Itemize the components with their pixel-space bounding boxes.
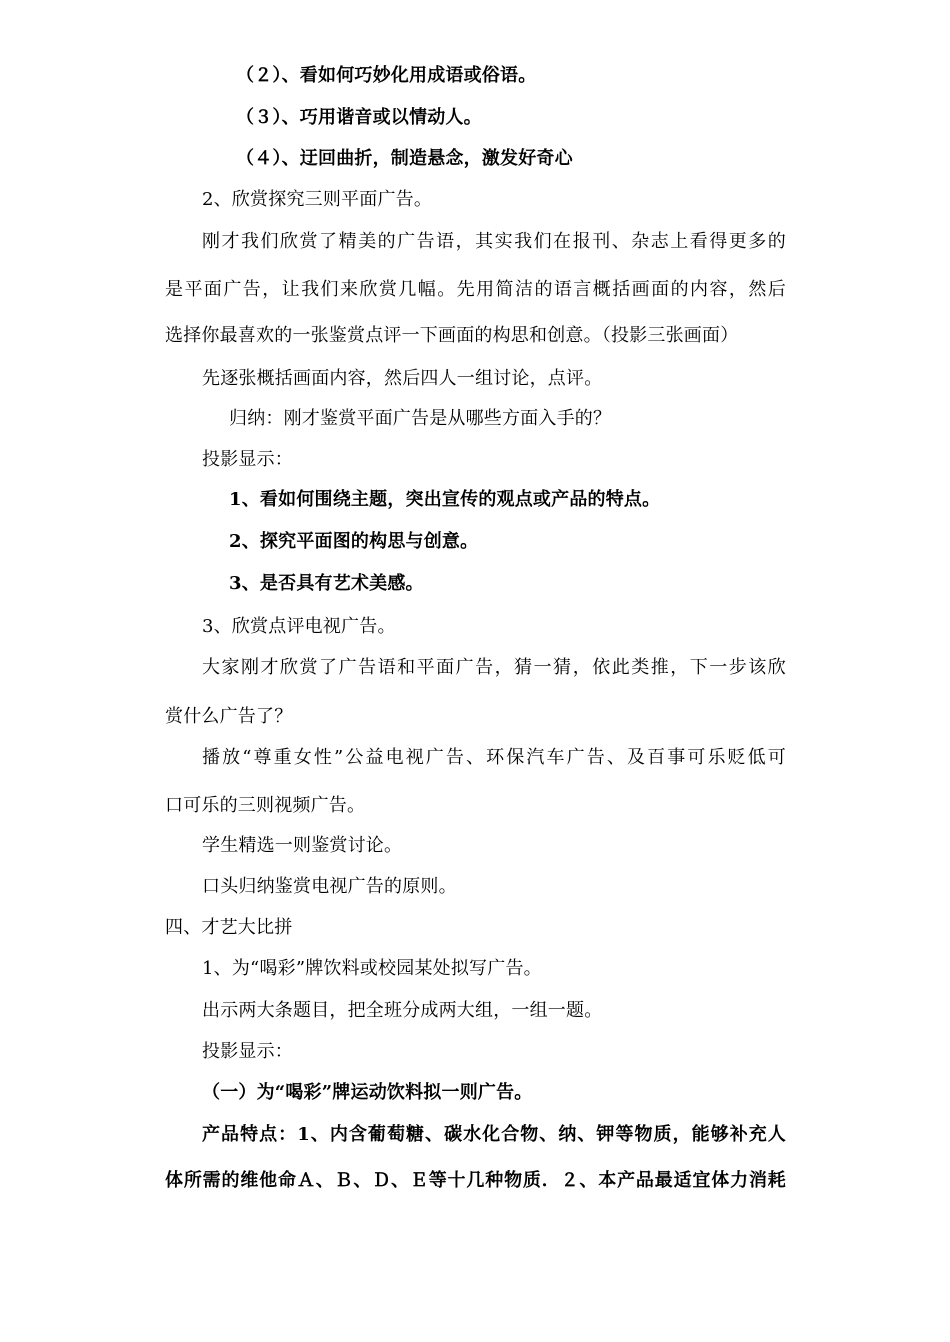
paragraph-line: 口头归纳鉴赏电视广告的原则。 — [202, 876, 457, 897]
paragraph-line: 赏什么广告了？ — [165, 706, 293, 727]
section-heading-tv-ads: 3、欣赏点评电视广告。 — [202, 616, 396, 637]
paragraph-line: 1、为“喝彩”牌饮料或校园某处拟写广告。 — [202, 958, 542, 979]
print-ad-point-2: 2、探究平面图的构思与创意。 — [229, 531, 479, 552]
paragraph-line: 先逐张概括画面内容，然后四人一组讨论，点评。 — [202, 368, 603, 389]
task-heading: （一）为“喝彩”牌运动饮料拟一则广告。 — [202, 1082, 533, 1103]
product-features-line: 产品特点：1、内含葡萄糖、碳水化合物、纳、钾等物质，能够补充人 — [202, 1124, 786, 1145]
product-features-line: 体所需的维他命Ａ、Ｂ、Ｄ、Ｅ等十几种物质．２、本产品最适宜体力消耗 — [165, 1170, 786, 1191]
paragraph-line: 刚才我们欣赏了精美的广告语，其实我们在报刊、杂志上看得更多的 — [202, 231, 786, 252]
summary-question: 归纳：刚才鉴赏平面广告是从哪些方面入手的？ — [229, 408, 612, 429]
paragraph-line: 播放“尊重女性”公益电视广告、环保汽车广告、及百事可乐贬低可 — [202, 747, 786, 768]
method-item-3: （３）、巧用谐音或以情动人。 — [236, 107, 482, 128]
paragraph-line: 出示两大条题目，把全班分成两大组，一组一题。 — [202, 1000, 603, 1021]
print-ad-point-1: 1、看如何围绕主题，突出宣传的观点或产品的特点。 — [229, 489, 661, 510]
paragraph-line: 口可乐的三则视频广告。 — [165, 795, 366, 816]
paragraph-line: 是平面广告，让我们来欣赏几幅。先用简洁的语言概括画面的内容，然后 — [165, 279, 786, 300]
method-item-4: （４）、迂回曲折，制造悬念，激发好奇心 — [236, 148, 573, 169]
paragraph-line: 选择你最喜欢的一张鉴赏点评一下画面的构思和创意。（投影三张画面） — [165, 325, 739, 346]
paragraph-line: 学生精选一则鉴赏讨论。 — [202, 835, 403, 856]
method-item-2: （２）、看如何巧妙化用成语或俗语。 — [236, 65, 537, 86]
paragraph-line: 大家刚才欣赏了广告语和平面广告，猜一猜，依此类推，下一步该欣 — [202, 657, 786, 678]
section-heading-talent: 四、才艺大比拼 — [165, 917, 293, 938]
projection-label: 投影显示： — [202, 1041, 293, 1062]
projection-label: 投影显示： — [202, 449, 293, 470]
section-heading-print-ads: 2、欣赏探究三则平面广告。 — [202, 189, 433, 210]
print-ad-point-3: 3、是否具有艺术美感。 — [229, 573, 424, 594]
